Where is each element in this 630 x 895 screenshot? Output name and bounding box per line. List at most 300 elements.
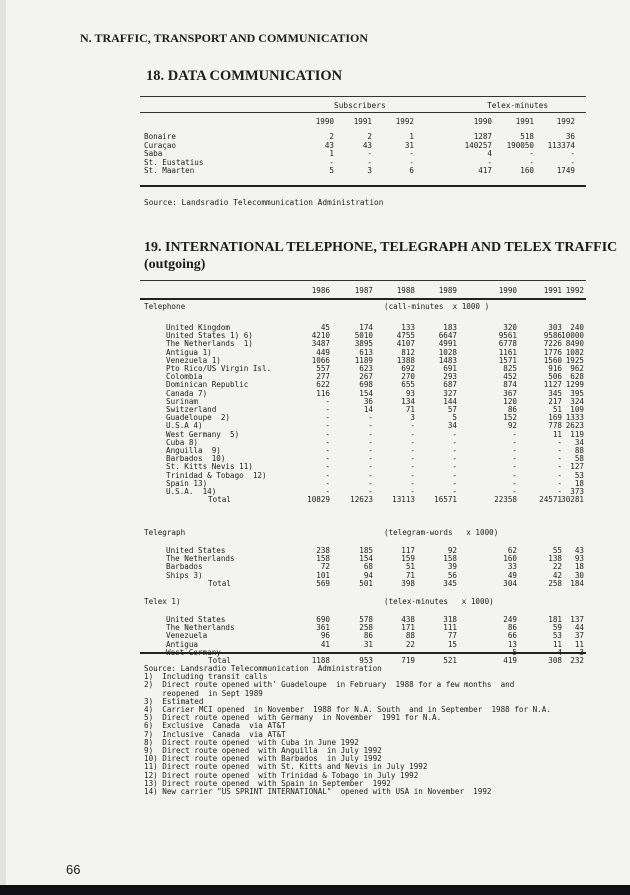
table-row: [144, 150, 586, 158]
cell-value: -: [557, 478, 562, 488]
cell-value: -: [325, 413, 330, 423]
section-name: Telex 1): [144, 597, 181, 606]
cell-value: 398: [401, 578, 415, 588]
year-header: 1991: [543, 286, 562, 295]
footnote: 8) Direct route opened with Cuba in June 1992: [144, 737, 359, 747]
cell-value: 185: [359, 546, 373, 555]
cell-value: 13: [507, 639, 517, 649]
cell-value: 33: [507, 562, 517, 572]
cell-value: 174: [359, 323, 373, 332]
cell-value: 327: [443, 388, 457, 398]
page-number: 66: [66, 862, 81, 877]
cell-value: 71: [405, 570, 415, 580]
cell-value: -: [529, 157, 534, 167]
cell-value: 419: [503, 656, 517, 665]
section-unit: (telex-minutes x 1000): [384, 597, 494, 606]
cell-value: 3487: [311, 339, 330, 349]
cell-value: 293: [443, 372, 457, 382]
cell-value: 9561: [498, 331, 517, 341]
cell-value: 874: [503, 380, 517, 390]
table-row: [144, 167, 586, 175]
cell-value: 171: [401, 623, 415, 633]
cell-value: 158: [316, 554, 330, 564]
section-unit: (call-minutes x 1000 ): [384, 302, 490, 311]
cell-value: 258: [359, 623, 373, 633]
year-header: 1992: [556, 117, 575, 126]
cell-value: -: [368, 478, 373, 488]
table-row: [144, 133, 586, 141]
cell-value: 1082: [565, 347, 584, 357]
subscribers-header: Subscribers: [334, 101, 386, 110]
row-label: Cuba 8): [166, 437, 199, 447]
cell-value: 698: [359, 380, 373, 390]
cell-value: 628: [570, 372, 584, 382]
cell-value: -: [512, 462, 517, 472]
row-label: Total: [208, 578, 231, 588]
cell-value: 692: [401, 364, 415, 373]
cell-value: 452: [503, 372, 517, 382]
cell-value: 152: [503, 413, 517, 423]
cell-value: 55: [552, 546, 562, 555]
cell-value: 258: [548, 578, 562, 588]
cell-value: 613: [359, 347, 373, 357]
cell-value: 217: [548, 396, 562, 406]
cell-value: 4: [557, 647, 562, 657]
cell-value: -: [368, 429, 373, 439]
cell-value: 140257: [464, 140, 492, 150]
cell-value: 169: [548, 413, 562, 423]
cell-value: 154: [359, 388, 373, 398]
cell-value: 101: [316, 570, 330, 580]
table-row: [144, 472, 586, 480]
total-row: [144, 496, 586, 504]
table-row: [144, 431, 586, 439]
cell-value: 43: [574, 546, 584, 555]
cell-value: 34: [574, 437, 584, 447]
footnotes: [144, 665, 551, 796]
cell-value: 31: [404, 140, 414, 150]
cell-value: 22: [405, 639, 415, 649]
cell-value: 51: [405, 562, 415, 572]
row-label: United States 1) 6): [166, 331, 253, 341]
row-label: Curaçao: [144, 140, 177, 150]
cell-value: 49: [507, 570, 517, 580]
cell-value: 71: [405, 405, 415, 414]
cell-value: 812: [401, 347, 415, 357]
year-header: 1990: [473, 117, 492, 126]
cell-value: -: [452, 437, 457, 447]
cell-value: -: [452, 647, 457, 657]
cell-value: -: [325, 421, 330, 431]
cell-value: 8490: [565, 339, 584, 349]
cell-value: 308: [548, 656, 562, 665]
section-header: [144, 529, 586, 537]
row-label: Surinam: [166, 396, 199, 406]
cell-value: 184: [570, 578, 584, 588]
cell-value: 36: [363, 396, 373, 406]
cell-value: 578: [359, 615, 373, 624]
cell-value: 160: [503, 554, 517, 564]
table18-title: 18. DATA COMMUNICATION: [146, 68, 343, 84]
cell-value: 11: [552, 429, 562, 439]
cell-value: -: [452, 478, 457, 488]
cell-value: 41: [320, 639, 330, 649]
row-label: The Netherlands 1): [166, 339, 253, 349]
cell-value: -: [325, 487, 330, 496]
cell-value: 318: [443, 615, 457, 624]
year-header: 1992: [395, 117, 414, 126]
cell-value: -: [368, 470, 373, 480]
cell-value: 34: [447, 421, 457, 431]
cell-value: 62: [507, 546, 517, 555]
cell-value: 96: [320, 631, 330, 641]
cell-value: 158: [443, 554, 457, 564]
cell-value: 655: [401, 380, 415, 390]
cell-value: 623: [359, 364, 373, 373]
cell-value: 10829: [307, 495, 330, 505]
cell-value: 44: [574, 623, 584, 633]
cell-value: 249: [503, 615, 517, 624]
cell-value: 66: [507, 631, 517, 641]
cell-value: 39: [447, 562, 457, 572]
cell-value: -: [368, 462, 373, 472]
row-label: Switzerland: [166, 405, 217, 414]
cell-value: 16571: [434, 495, 457, 505]
cell-value: 501: [359, 578, 373, 588]
cell-value: 5: [329, 166, 334, 176]
cell-value: 1925: [565, 355, 584, 365]
cell-value: 57: [447, 405, 457, 414]
cell-value: 138: [548, 554, 562, 564]
cell-value: 42: [552, 570, 562, 580]
cell-value: 58: [574, 454, 584, 464]
row-label: Venezuela 1): [166, 355, 221, 365]
year-header: 1990: [315, 117, 334, 126]
cell-value: -: [410, 437, 415, 447]
cell-value: 154: [359, 554, 373, 564]
cell-value: 320: [503, 323, 517, 332]
cell-value: 1560: [543, 355, 562, 365]
cell-value: 86: [507, 623, 517, 633]
row-label: United States: [166, 615, 226, 624]
cell-value: 1028: [438, 347, 457, 357]
cell-value: 68: [363, 562, 373, 572]
cell-value: 15: [447, 639, 457, 649]
cell-value: 93: [574, 554, 584, 564]
cell-value: 825: [503, 364, 517, 373]
year-header: 1991: [515, 117, 534, 126]
section-name: Telegraph: [144, 528, 186, 537]
cell-value: 86: [363, 631, 373, 641]
cell-value: 373: [570, 487, 584, 496]
cell-value: 160: [520, 166, 534, 176]
page-header: N. TRAFFIC, TRANSPORT AND COMMUNICATION: [80, 31, 369, 45]
row-label: Antigua: [166, 639, 199, 649]
section-unit: (telegram-words x 1000): [384, 528, 499, 537]
cell-value: 9586: [543, 331, 562, 341]
cell-value: 18: [574, 562, 584, 572]
cell-value: 345: [548, 388, 562, 398]
cell-value: 3: [410, 413, 415, 423]
cell-value: 92: [447, 546, 457, 555]
cell-value: -: [452, 462, 457, 472]
cell-value: 6: [409, 166, 414, 176]
footnote: 13) Direct route opened with Spain in September 1992: [144, 778, 391, 788]
cell-value: 4: [487, 149, 492, 159]
cell-value: -: [557, 446, 562, 455]
cell-value: 94: [363, 570, 373, 580]
cell-value: -: [410, 429, 415, 439]
cell-value: 7226: [543, 339, 562, 349]
row-label: The Netherlands: [166, 554, 235, 564]
cell-value: -: [452, 470, 457, 480]
cell-value: -: [512, 446, 517, 455]
cell-value: 3: [579, 647, 584, 657]
cell-value: 438: [401, 615, 415, 624]
cell-value: -: [410, 647, 415, 657]
row-label: Spain 13): [166, 478, 208, 488]
cell-value: 324: [570, 396, 584, 406]
cell-value: -: [512, 487, 517, 496]
cell-value: -: [557, 437, 562, 447]
cell-value: 56: [447, 570, 457, 580]
table19-title: 19. INTERNATIONAL TELEPHONE, TELEGRAPH AND TELEX TRAFFIC: [144, 240, 618, 255]
cell-value: 2623: [565, 421, 584, 431]
cell-value: 159: [401, 554, 415, 564]
cell-value: 1571: [498, 355, 517, 365]
footnote: 4) Carrier MCI opened in November 1988 for N.A. South and in September 1988 for N.A.: [144, 705, 551, 715]
footnote: 9) Direct route opened with Anguilla in July 1992: [144, 746, 382, 756]
row-label: U.S.A. 14): [166, 487, 217, 496]
cell-value: -: [325, 454, 330, 464]
row-label: Pto Rico/US Virgin Isl.: [166, 364, 272, 373]
cell-value: 22: [552, 562, 562, 572]
cell-value: 3: [367, 166, 372, 176]
row-label: Total: [208, 656, 231, 665]
footnote: reopened in Sept 1989: [144, 688, 263, 698]
cell-value: 43: [362, 140, 372, 150]
cell-value: 36: [565, 132, 575, 141]
cell-value: -: [325, 446, 330, 455]
cell-value: 93: [405, 388, 415, 398]
cell-value: -: [410, 470, 415, 480]
cell-value: -: [368, 487, 373, 496]
cell-value: -: [512, 429, 517, 439]
cell-value: 417: [478, 166, 492, 176]
cell-value: 345: [443, 578, 457, 588]
cell-value: 111: [443, 623, 457, 633]
cell-value: 183: [443, 323, 457, 332]
cell-value: 88: [405, 631, 415, 641]
row-label: Trinidad & Tobago 12): [166, 470, 267, 480]
footnote: 10) Direct route opened with Barbados in July 1992: [144, 754, 382, 764]
cell-value: 687: [443, 380, 457, 390]
cell-value: 1: [409, 132, 414, 141]
footnote: 3) Estimated: [144, 696, 204, 706]
section-name: Telephone: [144, 302, 186, 311]
cell-value: 59: [552, 623, 562, 633]
cell-value: 521: [443, 656, 457, 665]
cell-value: 11: [552, 639, 562, 649]
cell-value: 1287: [473, 132, 492, 141]
cell-value: 1: [329, 149, 334, 159]
year-header: 1987: [354, 286, 373, 295]
cell-value: 1299: [565, 380, 584, 390]
cell-value: 622: [316, 380, 330, 390]
row-label: Barbados 10): [166, 454, 226, 464]
cell-value: 51: [552, 405, 562, 414]
cell-value: -: [367, 157, 372, 167]
row-label: United States: [166, 546, 226, 555]
cell-value: 506: [548, 372, 562, 382]
row-label: Guadeloupe 2): [166, 413, 231, 423]
cell-value: -: [409, 149, 414, 159]
row-label: St. Maarten: [144, 166, 195, 176]
cell-value: 45: [320, 323, 330, 332]
row-label: Dominican Republic: [166, 380, 249, 390]
cell-value: -: [557, 487, 562, 496]
cell-value: 953: [359, 656, 373, 665]
section-header: [144, 598, 586, 606]
cell-value: 1188: [311, 656, 330, 665]
cell-value: -: [512, 470, 517, 480]
cell-value: 117: [401, 546, 415, 555]
cell-value: -: [325, 396, 330, 406]
row-label: West Germany: [166, 647, 221, 657]
scan-border: [0, 885, 630, 895]
row-label: Canada 7): [166, 388, 208, 398]
cell-value: 6778: [498, 339, 517, 349]
row-label: Colombia: [166, 372, 203, 382]
table19-source: Source: Landsradio Telecommunication Administration: [144, 664, 382, 673]
cell-value: 11: [574, 639, 584, 649]
page-edge: [0, 0, 6, 895]
cell-value: 109: [570, 405, 584, 414]
cell-value: -: [325, 437, 330, 447]
cell-value: 518: [520, 132, 534, 141]
cell-value: 4107: [396, 339, 415, 349]
cell-value: 113374: [547, 140, 575, 150]
cell-value: 1127: [543, 380, 562, 390]
year-header: 1991: [353, 117, 372, 126]
cell-value: 1189: [354, 355, 373, 365]
cell-value: -: [529, 149, 534, 159]
row-label: Barbados: [166, 562, 203, 572]
cell-value: -: [557, 470, 562, 480]
table18: [144, 92, 586, 217]
cell-value: -: [410, 446, 415, 455]
cell-value: 304: [503, 578, 517, 588]
year-header: 1986: [311, 286, 330, 295]
footnote: 11) Direct route opened with St. Kitts and Nevis in July 1992: [144, 762, 428, 772]
cell-value: 10000: [561, 331, 584, 341]
cell-value: 30: [574, 570, 584, 580]
cell-value: -: [410, 421, 415, 431]
cell-value: -: [325, 429, 330, 439]
cell-value: -: [410, 462, 415, 472]
cell-value: 119: [570, 429, 584, 439]
table18-source: Source: Landsradio Telecommunication Administration: [144, 198, 384, 207]
cell-value: -: [329, 157, 334, 167]
cell-value: 24571: [539, 495, 562, 505]
cell-value: 4210: [311, 331, 330, 341]
cell-value: 1161: [498, 347, 517, 357]
cell-value: 690: [316, 615, 330, 624]
cell-value: 5: [512, 647, 517, 657]
row-label: St. Eustatius: [144, 157, 204, 167]
cell-value: 691: [443, 364, 457, 373]
cell-value: 270: [401, 372, 415, 382]
cell-value: -: [368, 446, 373, 455]
cell-value: 134: [401, 396, 415, 406]
cell-value: 962: [570, 364, 584, 373]
cell-value: 395: [570, 388, 584, 398]
row-label: St. Kitts Nevis 11): [166, 462, 253, 472]
cell-value: -: [368, 454, 373, 464]
cell-value: 1333: [565, 413, 584, 423]
cell-value: -: [410, 454, 415, 464]
table19: [144, 280, 586, 665]
cell-value: 181: [548, 615, 562, 624]
cell-value: -: [452, 487, 457, 496]
footnote: 1) Including transit calls: [144, 672, 268, 682]
cell-value: 5010: [354, 331, 373, 341]
footnote: 6) Exclusive Canada via AT&T: [144, 721, 286, 731]
cell-value: -: [557, 454, 562, 464]
cell-value: -: [368, 413, 373, 423]
cell-value: 3895: [354, 339, 373, 349]
cell-value: -: [368, 437, 373, 447]
cell-value: -: [409, 157, 414, 167]
row-label: Anguilla 9): [166, 446, 221, 455]
cell-value: -: [325, 470, 330, 480]
cell-value: 240: [570, 323, 584, 332]
cell-value: 2: [367, 132, 372, 141]
telex-minutes-header: Telex-minutes: [487, 101, 549, 110]
cell-value: 86: [507, 405, 517, 414]
row-label: Venezuela: [166, 631, 208, 641]
cell-value: -: [452, 446, 457, 455]
cell-value: 120: [503, 396, 517, 406]
cell-value: -: [367, 149, 372, 159]
cell-value: 30281: [561, 495, 584, 505]
cell-value: -: [410, 487, 415, 496]
cell-value: -: [368, 647, 373, 657]
cell-value: 43: [324, 140, 334, 150]
row-label: Total: [208, 495, 231, 505]
cell-value: -: [452, 429, 457, 439]
cell-value: -: [570, 157, 575, 167]
section-header: [144, 303, 586, 311]
cell-value: 277: [316, 372, 330, 382]
cell-value: 88: [574, 446, 584, 455]
row-label: U.S.A 4): [166, 421, 203, 431]
table-row: [144, 414, 586, 422]
year-header: 1990: [498, 286, 517, 295]
year-header: 1989: [438, 286, 457, 295]
row-label: Antigua 1): [166, 347, 212, 357]
cell-value: 719: [401, 656, 415, 665]
cell-value: 190050: [506, 140, 534, 150]
cell-value: 4991: [438, 339, 457, 349]
cell-value: 2: [329, 132, 334, 141]
cell-value: -: [325, 478, 330, 488]
cell-value: 72: [320, 562, 330, 572]
cell-value: 1749: [556, 166, 575, 176]
cell-value: 1066: [311, 355, 330, 365]
row-label: Ships 3): [166, 570, 203, 580]
cell-value: 53: [574, 470, 584, 480]
